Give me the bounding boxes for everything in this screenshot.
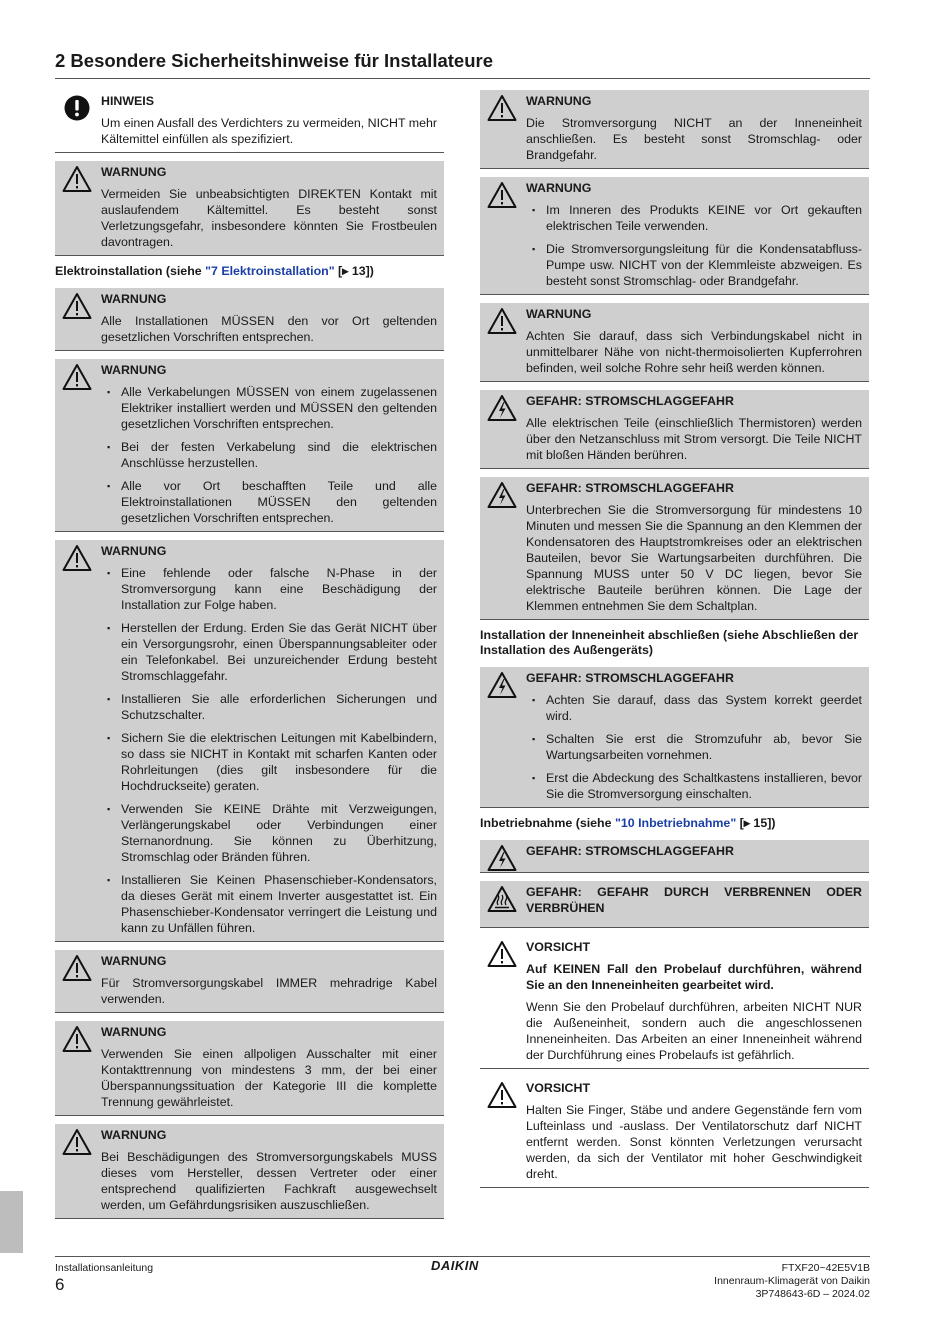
box-heading: GEFAHR: GEFAHR DURCH VERBRENNEN ODER VERBRÜHEN [526, 885, 862, 915]
notice-icon [62, 94, 92, 122]
box-text: Alle elektrischen Teile (einschließlich Thermistoren) werden über den Netzanschluss mit Strom versorgt. Die Teile NICHT mit bloßen Händen berühren. [526, 416, 862, 462]
link-commissioning[interactable]: "10 Inbetriebnahme" [614, 816, 737, 830]
burn-hazard-box [480, 881, 869, 928]
box-text: Verwenden Sie einen allpoligen Ausschalter mit einer Kontakttrennung von mindestens 3 mm, der bei einer Überspannungssituation der Kategorie III die komplette Trennung gewährleistet. [101, 1047, 437, 1109]
caution-box [480, 1077, 869, 1188]
notice-box [55, 90, 444, 153]
box-text: Für Stromversorgungskabel IMMER mehradrige Kabel verwenden. [101, 976, 437, 1006]
warning-triangle-icon [487, 94, 517, 122]
electric-shock-icon [487, 394, 517, 422]
list-item: ▪ Verwenden Sie KEINE Drähte mit Verzweigungen, Verlängerungskabel oder Verbindungen einer Sternanordnung. Sie können zu Überhitzung, Stromschlag oder Bränden führen. [101, 801, 437, 865]
list-item: ▪ Schalten Sie erst die Stromzufuhr ab, bevor Sie Wartungsarbeiten vornehmen. [526, 731, 862, 763]
list-item: ▪ Bei der festen Verkabelung sind die elektrischen Anschlüsse herzustellen. [101, 439, 437, 471]
box-heading: WARNUNG [101, 544, 167, 558]
box-heading: WARNUNG [101, 363, 167, 377]
warning-box [55, 288, 444, 351]
daikin-logo: DAIKIN [431, 1258, 479, 1273]
box-text: Die Stromversorgung NICHT an der Inneneinheit anschließen. Es besteht sonst Stromschlag- oder Brandgefahr. [526, 116, 862, 162]
list-item: ▪ Alle Verkabelungen MÜSSEN von einem zugelassenen Elektriker installiert werden und MÜSSEN den geltenden gesetzlichen Vorschriften entsprechen. [101, 384, 437, 432]
electric-hazard-box [480, 840, 869, 873]
list-item: ▪ Achten Sie darauf, dass das System korrekt geerdet wird. [526, 692, 862, 724]
box-heading: GEFAHR: STROMSCHLAGGEFAHR [526, 481, 734, 495]
footer-doc-type: Installationsanleitung [55, 1262, 154, 1274]
page-reference: [▸ 15]) [736, 816, 776, 830]
list-item: ▪ Installieren Sie alle erforderlichen Sicherungen und Schutzschalter. [101, 691, 437, 723]
left-column [55, 90, 444, 1227]
warning-box [480, 90, 869, 169]
box-emphasis: Auf KEINEN Fall den Probelauf durchführen, während Sie an den Inneneinheiten gearbeitet wird. [526, 962, 862, 992]
electric-shock-icon [487, 671, 517, 699]
electric-shock-icon [487, 844, 517, 872]
box-text: Alle Installationen MÜSSEN den vor Ort geltenden gesetzlichen Vorschriften entsprechen. [101, 314, 437, 344]
bullet-list [101, 565, 437, 936]
box-heading: GEFAHR: STROMSCHLAGGEFAHR [526, 394, 734, 408]
section-heading-commissioning [480, 816, 869, 831]
box-text: Wenn Sie den Probelauf durchführen, arbeiten NICHT NUR die Außeneinheit, sondern auch die angeschlossenen Inneneinheiten. Das Arbeiten an einer Inneneinheit während der Durchführung eines Probelaufs ist gefährlich. [526, 1000, 862, 1062]
side-tab [0, 1191, 23, 1253]
box-text: Vermeiden Sie unbeabsichtigten DIREKTEN Kontakt mit auslaufendem Kältemittel. Es besteht sonst Verletzungsgefahr, insbesondere könnten Sie Frostbeulen davontragen. [101, 187, 437, 249]
page-number: 6 [55, 1275, 65, 1294]
box-heading: VORSICHT [526, 1081, 591, 1095]
box-text: Achten Sie darauf, dass sich Verbindungskabel nicht in unmittelbarer Nähe von nicht-thermoisolierten Kupferrohren befinden, weil solche Rohre sehr heiß werden können. [526, 329, 862, 375]
section-heading-text: Inbetriebnahme (siehe [480, 816, 615, 830]
box-text: Unterbrechen Sie die Stromversorgung für mindestens 10 Minuten und messen Sie die Spannung an den Klemmen der Kondensatoren des Hauptstromkreises oder an elektrischen Bauteilen, bevor Sie Wartungsarbeiten durchführen. Die Spannung MUSS unter 50 V DC liegen, bevor Sie elektrische Bauteile berühren können. Die Lage der Klemmen entnehmen Sie dem Schaltplan. [526, 503, 862, 613]
warning-triangle-icon [62, 954, 92, 982]
warning-triangle-icon [487, 181, 517, 209]
box-heading: WARNUNG [101, 1128, 167, 1142]
electric-hazard-box [480, 667, 869, 808]
warning-triangle-icon [62, 363, 92, 391]
warning-triangle-icon [62, 292, 92, 320]
warning-triangle-icon [62, 1025, 92, 1053]
list-item: ▪ Herstellen der Erdung. Erden Sie das Gerät NICHT über ein Versorgungsrohr, einen Überspannungsableiter oder ein Telefonkabel. Bei unzureichender Erdung besteht Stromschlaggefahr. [101, 620, 437, 684]
electric-hazard-box [480, 477, 869, 620]
list-item: ▪ Eine fehlende oder falsche N-Phase in der Stromversorgung kann eine Beschädigung der Installation zur Folge haben. [101, 565, 437, 613]
box-text: Bei Beschädigungen des Stromversorgungskabels MUSS dieses vom Hersteller, dessen Vertreter oder einer entsprechend qualifizierten Fachkraft ausgewechselt werden, um Gefährdungsrisiken auszuschließen. [101, 1150, 437, 1212]
box-heading: WARNUNG [101, 954, 167, 968]
footer-info [714, 1262, 870, 1301]
warning-triangle-icon [62, 1128, 92, 1156]
footer-model: FTXF20~42E5V1B [781, 1262, 870, 1274]
electric-hazard-box [480, 390, 869, 469]
warning-triangle-icon [487, 940, 517, 968]
right-column [480, 90, 869, 1196]
list-item: ▪ Installieren Sie Keinen Phasenschieber-Kondensators, da dieses Gerät mit einem Inverter ausgestattet ist. Ein Phasenschieber-Kondensator verringert die Leistung und kann zu Unfällen führen. [101, 872, 437, 936]
list-item: ▪ Die Stromversorgungsleitung für die Kondensatabfluss-Pumpe usw. NICHT von der Klemmleiste abzweigen. Es besteht sonst Stromschlag- oder Brandgefahr. [526, 241, 862, 289]
caution-box [480, 936, 869, 1069]
list-item: ▪ Erst die Abdeckung des Schaltkastens installieren, bevor Sie die Stromversorgung einschalten. [526, 770, 862, 802]
list-item: ▪ Im Inneren des Produkts KEINE vor Ort gekauften elektrischen Teile verwenden. [526, 202, 862, 234]
warning-box [55, 359, 444, 532]
box-heading: WARNUNG [526, 94, 592, 108]
box-heading: VORSICHT [526, 940, 591, 954]
section-heading-text: Elektroinstallation (siehe [55, 264, 206, 278]
warning-triangle-icon [62, 544, 92, 572]
box-heading: WARNUNG [101, 165, 167, 179]
warning-triangle-icon [487, 1081, 517, 1109]
warning-box [55, 540, 444, 942]
section-heading-electrical [55, 264, 444, 279]
bullet-list [101, 384, 437, 526]
box-text: Um einen Ausfall des Verdichters zu vermeiden, NICHT mehr Kältemittel einfüllen als spezifiziert. [101, 116, 437, 146]
warning-box [55, 1124, 444, 1219]
link-electrical-installation[interactable]: "7 Elektroinstallation" [205, 264, 335, 278]
footer-product: Innenraum-Klimagerät von Daikin [714, 1275, 870, 1287]
bullet-list [526, 202, 862, 289]
box-heading: WARNUNG [101, 292, 167, 306]
warning-box [480, 303, 869, 382]
list-item: ▪ Sichern Sie die elektrischen Leitungen mit Kabelbindern, so dass sie NICHT in Kontakt mit scharfen Kanten oder Rohrleitungen (dies gilt insbesondere für die Hochdruckseite) geraten. [101, 730, 437, 794]
footer-doc-number: 3P748643-6D – 2024.02 [755, 1288, 870, 1300]
warning-box [55, 1021, 444, 1116]
electric-shock-icon [487, 481, 517, 509]
warning-triangle-icon [487, 307, 517, 335]
footer-divider [55, 1256, 870, 1257]
bullet-list [526, 692, 862, 802]
box-heading: GEFAHR: STROMSCHLAGGEFAHR [526, 844, 734, 858]
box-heading: WARNUNG [101, 1025, 167, 1039]
page-reference: [▸ 13]) [334, 264, 374, 278]
warning-triangle-icon [62, 165, 92, 193]
warning-box [55, 161, 444, 256]
box-heading: WARNUNG [526, 307, 592, 321]
section-heading-finish-installation: Installation der Inneneinheit abschließen (siehe Abschließen der Installation des Außengeräts) [480, 628, 859, 657]
box-heading: GEFAHR: STROMSCHLAGGEFAHR [526, 671, 734, 685]
box-heading: WARNUNG [526, 181, 592, 195]
list-item: ▪ Alle vor Ort beschafften Teile und alle Elektroinstallationen MÜSSEN den geltenden gesetzlichen Vorschriften entsprechen. [101, 478, 437, 526]
hot-surface-icon [487, 885, 517, 913]
warning-box [480, 177, 869, 295]
page-title: 2 Besondere Sicherheitshinweise für Installateure [55, 50, 870, 79]
box-heading: HINWEIS [101, 94, 155, 108]
warning-box [55, 950, 444, 1013]
box-text: Halten Sie Finger, Stäbe und andere Gegenstände fern vom Lufteinlass und -auslass. Der Ventilatorschutz darf NICHT entfernt werden. Sonst könnten Verletzungen verursacht werden, da sich der Ventilator mit hoher Geschwindigkeit dreht. [526, 1103, 862, 1181]
